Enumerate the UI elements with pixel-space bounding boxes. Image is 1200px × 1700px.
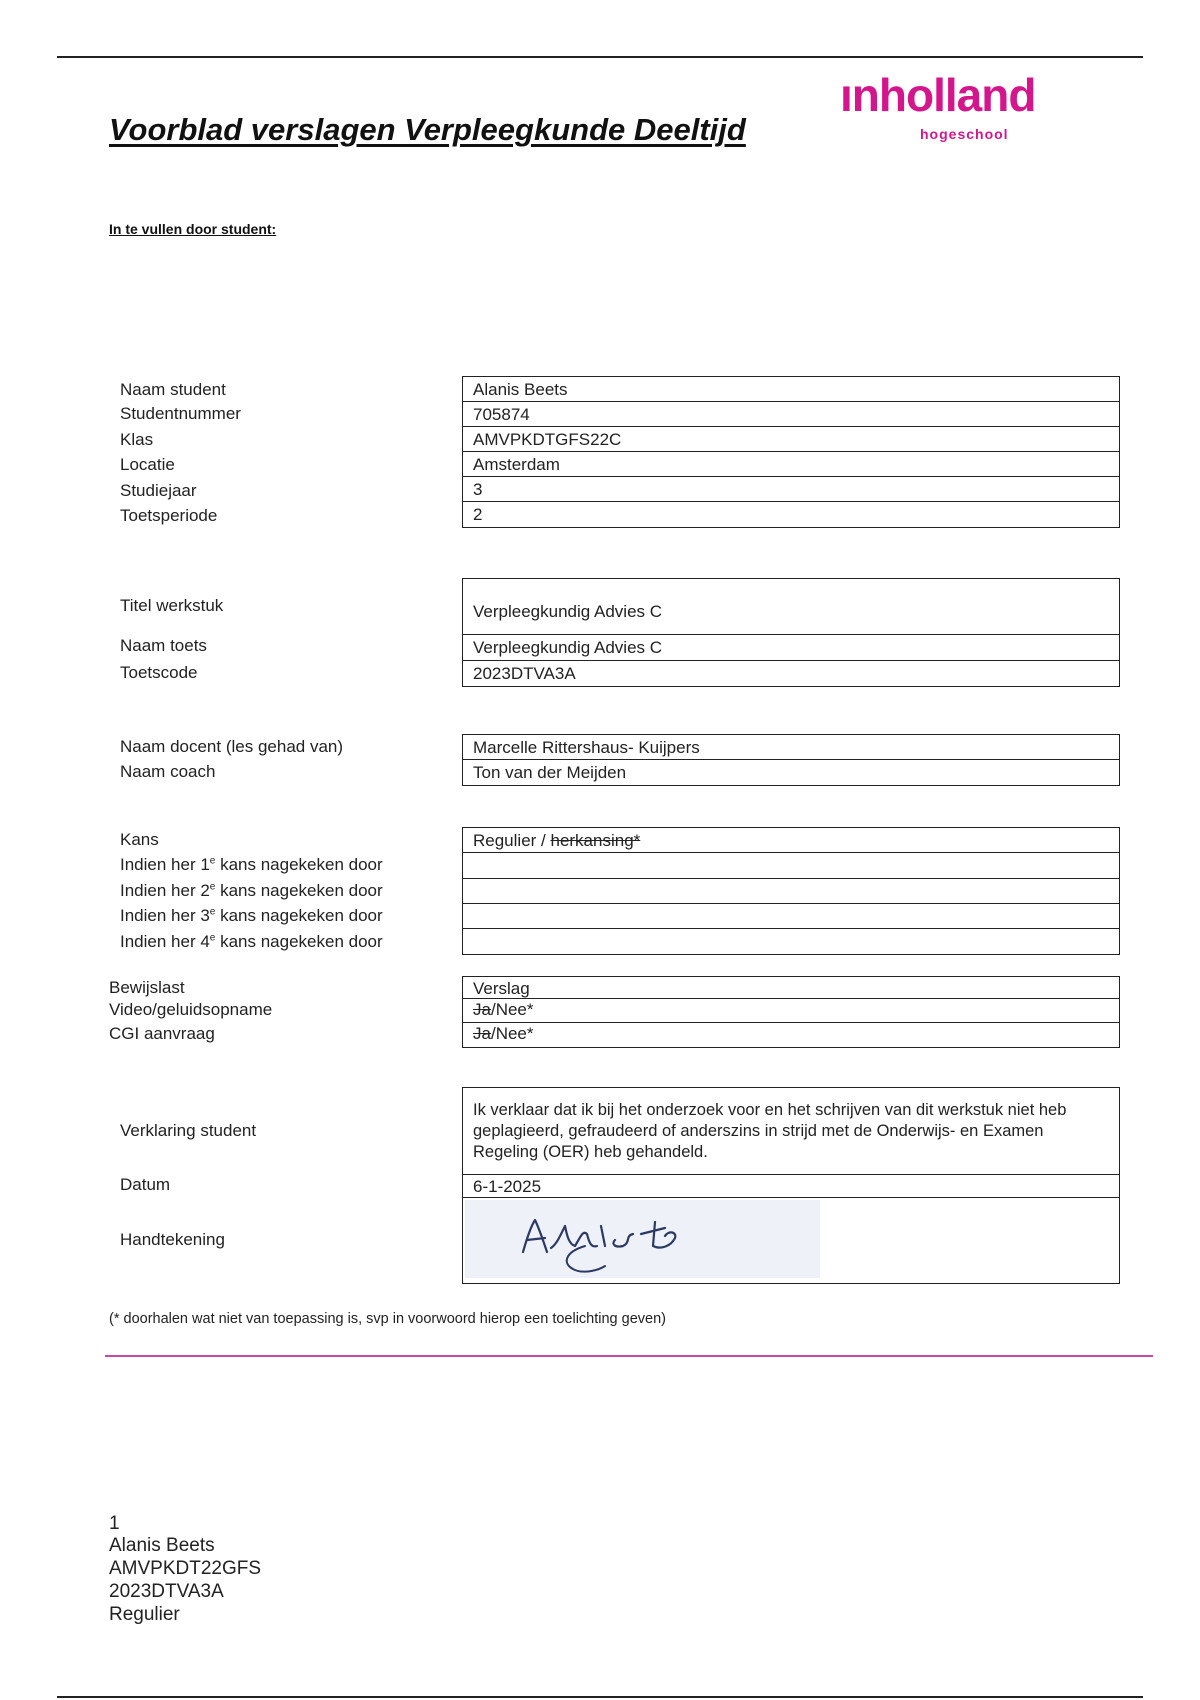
- label-titel-werkstuk: Titel werkstuk: [120, 596, 224, 615]
- label-studiejaar: Studiejaar: [120, 481, 197, 500]
- bottom-rule: [57, 1696, 1143, 1698]
- field-toetsperiode[interactable]: 2: [473, 505, 483, 524]
- footer-line-4: 2023DTVA3A: [109, 1581, 224, 1602]
- field-her-3[interactable]: [463, 904, 1119, 929]
- field-datum[interactable]: 6-1-2025: [463, 1175, 1119, 1198]
- field-titel-werkstuk[interactable]: Verpleegkundig Advies C: [463, 579, 1119, 635]
- footnote: (* doorhalen wat niet van toepassing is, svp in voorwoord hierop een toelichting geven): [109, 1311, 666, 1327]
- field-verklaring: Ik verklaar dat ik bij het onderzoek voor en het schrijven van dit werkstuk niet heb geplagieerd, gefraudeerd of anderszins in strijd met de Onderwijs- en Examen Regeling (OER) heb gehandeld.: [463, 1088, 1119, 1175]
- label-video: Video/geluidsopname: [109, 1000, 273, 1019]
- field-studentnummer[interactable]: 705874: [463, 402, 1119, 427]
- label-naam-coach: Naam coach: [120, 762, 216, 781]
- label-her-1: Indien her 1e kans nagekeken door: [120, 855, 383, 874]
- field-kans[interactable]: Regulier / herkansing*: [463, 828, 1119, 853]
- kans-struck-text: herkansing*: [550, 831, 641, 850]
- inholland-logo: [840, 69, 1085, 147]
- label-cgi: CGI aanvraag: [109, 1024, 215, 1043]
- label-datum: Datum: [120, 1175, 171, 1194]
- logo-wordmark: ınholland: [840, 69, 1036, 121]
- field-studiejaar[interactable]: 3: [463, 477, 1119, 502]
- label-handtekening: Handtekening: [120, 1230, 225, 1249]
- label-toetsperiode: Toetsperiode: [120, 506, 218, 525]
- field-video[interactable]: Ja/Nee*: [463, 999, 1119, 1023]
- footer-line-3: AMVPKDT22GFS: [109, 1558, 262, 1579]
- field-her-2[interactable]: [463, 879, 1119, 904]
- field-klas[interactable]: AMVPKDTGFS22C: [463, 427, 1119, 452]
- page-title: Voorblad verslagen Verpleegkunde Deeltijd: [109, 112, 746, 147]
- label-toetscode: Toetscode: [120, 663, 198, 682]
- logo-subtitle: hogeschool: [920, 126, 1009, 142]
- field-naam-docent[interactable]: Marcelle Rittershaus- Kuijpers: [463, 735, 1119, 760]
- signature-image: [465, 1200, 825, 1280]
- field-cgi[interactable]: Ja/Nee*: [473, 1024, 534, 1043]
- field-bewijslast[interactable]: Verslag: [463, 977, 1119, 999]
- label-klas: Klas: [120, 430, 154, 449]
- field-handtekening[interactable]: [463, 1198, 1119, 1283]
- docent-info-table: [462, 734, 1120, 786]
- label-naam-toets: Naam toets: [120, 636, 207, 655]
- toets-info-table: [462, 578, 1120, 687]
- label-her-2: Indien her 2e kans nagekeken door: [120, 881, 383, 900]
- section-subheading: In te vullen door student:: [109, 221, 277, 237]
- label-bewijslast: Bewijslast: [109, 978, 185, 997]
- label-kans: Kans: [120, 830, 159, 849]
- label-naam-docent: Naam docent (les gehad van): [120, 737, 344, 756]
- student-info-table: [462, 376, 1120, 528]
- bewijslast-table: [462, 976, 1120, 1048]
- label-her-3: Indien her 3e kans nagekeken door: [120, 906, 383, 925]
- label-naam-student: Naam student: [120, 380, 226, 399]
- field-toetscode[interactable]: 2023DTVA3A: [473, 664, 576, 683]
- footer-line-1: 1: [109, 1513, 120, 1534]
- label-verklaring: Verklaring student: [120, 1121, 257, 1140]
- verklaring-table: [462, 1087, 1120, 1284]
- field-her-1[interactable]: [463, 853, 1119, 879]
- label-studentnummer: Studentnummer: [120, 404, 241, 423]
- label-locatie: Locatie: [120, 455, 175, 474]
- field-locatie[interactable]: Amsterdam: [463, 452, 1119, 477]
- field-naam-coach[interactable]: Ton van der Meijden: [473, 763, 627, 782]
- pink-divider: [105, 1355, 1153, 1357]
- footer-line-5: Regulier: [109, 1604, 180, 1625]
- top-rule: [57, 56, 1143, 58]
- field-her-4[interactable]: [463, 929, 1119, 954]
- field-naam-toets[interactable]: Verpleegkundig Advies C: [463, 635, 1119, 661]
- field-naam-student[interactable]: Alanis Beets: [463, 377, 1119, 402]
- label-her-4: Indien her 4e kans nagekeken door: [120, 932, 383, 951]
- kans-table: [462, 827, 1120, 955]
- footer-line-2: Alanis Beets: [109, 1535, 215, 1556]
